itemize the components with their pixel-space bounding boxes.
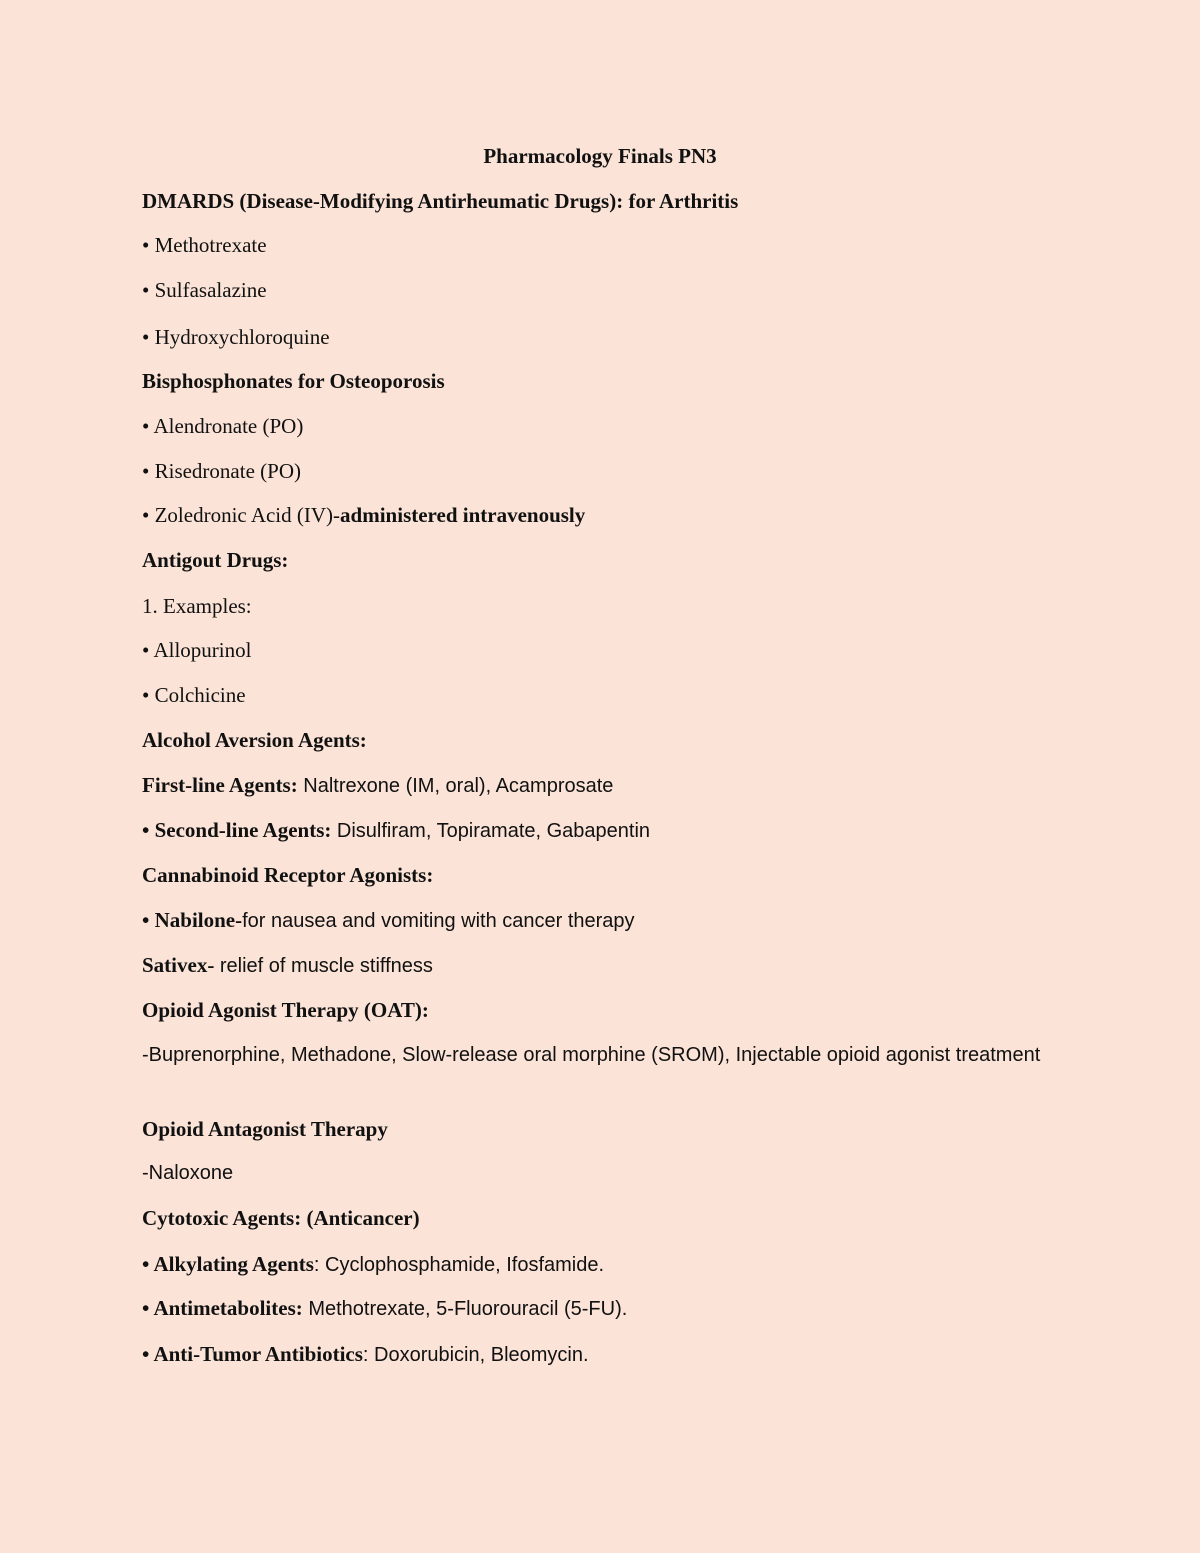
- alcohol-heading: Alcohol Aversion Agents:: [142, 728, 367, 752]
- list-item: • Colchicine: [142, 683, 246, 707]
- sativex-text: relief of muscle stiffness: [214, 955, 433, 977]
- page-title: Pharmacology Finals PN3: [483, 144, 717, 168]
- list-item: • Risedronate (PO): [142, 459, 301, 483]
- antagonist-heading: Opioid Antagonist Therapy: [142, 1117, 388, 1141]
- oat-heading: Opioid Agonist Therapy (OAT):: [142, 998, 429, 1022]
- antitumor-text: : Doxorubicin, Bleomycin.: [362, 1344, 589, 1366]
- antimetabolites-label: • Antimetabolites:: [142, 1296, 303, 1320]
- nabilone-text: for nausea and vomiting with cancer therapy: [242, 910, 635, 932]
- cytotoxic-heading: Cytotoxic Agents: (Anticancer): [142, 1206, 420, 1230]
- alkylating-text: : Cyclophosphamide, Ifosfamide.: [313, 1254, 605, 1276]
- cannabinoid-heading: Cannabinoid Receptor Agonists:: [142, 863, 434, 887]
- list-item: • Alendronate (PO): [142, 414, 304, 438]
- dmards-heading: DMARDS (Disease-Modifying Antirheumatic Drugs): for Arthritis: [142, 189, 739, 213]
- second-line-text: Disulfiram, Topiramate, Gabapentin: [331, 820, 651, 842]
- antitumor-line: [142, 1339, 1042, 1370]
- zoledronic-text: • Zoledronic Acid (IV)-: [142, 503, 341, 527]
- antimetabolites-line: [142, 1293, 1042, 1324]
- first-line-text: Naltrexone (IM, oral), Acamprosate: [297, 775, 614, 797]
- nabilone-line: [142, 905, 1042, 936]
- alkylating-label: • Alkylating Agents: [142, 1252, 314, 1276]
- list-item: • Methotrexate: [142, 233, 267, 257]
- antigout-examples: 1. Examples:: [142, 594, 252, 618]
- zoledronic-emphasis: administered intravenously: [340, 503, 586, 527]
- antagonist-text: -Naloxone: [142, 1162, 234, 1184]
- oat-text: -Buprenorphine, Methadone, Slow-release oral morphine (SROM), Injectable opioid agonist treatment: [142, 1044, 1041, 1066]
- list-item: • Sulfasalazine: [142, 278, 267, 302]
- alcohol-second-line: [142, 815, 1042, 846]
- alkylating-line: [142, 1249, 1042, 1280]
- sativex-label: Sativex-: [142, 953, 215, 977]
- antimetabolites-text: Methotrexate, 5-Fluorouracil (5-FU).: [302, 1298, 628, 1320]
- bisphosphonates-heading: Bisphosphonates for Osteoporosis: [142, 369, 445, 393]
- antitumor-label: • Anti-Tumor Antibiotics: [142, 1342, 363, 1366]
- first-line-label: First-line Agents:: [142, 773, 298, 797]
- list-item: • Hydroxychloroquine: [142, 325, 330, 349]
- sativex-line: [142, 950, 1042, 981]
- second-line-label: • Second-line Agents:: [142, 818, 332, 842]
- antigout-heading: Antigout Drugs:: [142, 548, 289, 572]
- list-item-zoledronic: [142, 500, 1042, 530]
- nabilone-label: • Nabilone-: [142, 908, 243, 932]
- list-item: • Allopurinol: [142, 638, 252, 662]
- alcohol-first-line: [142, 770, 1042, 801]
